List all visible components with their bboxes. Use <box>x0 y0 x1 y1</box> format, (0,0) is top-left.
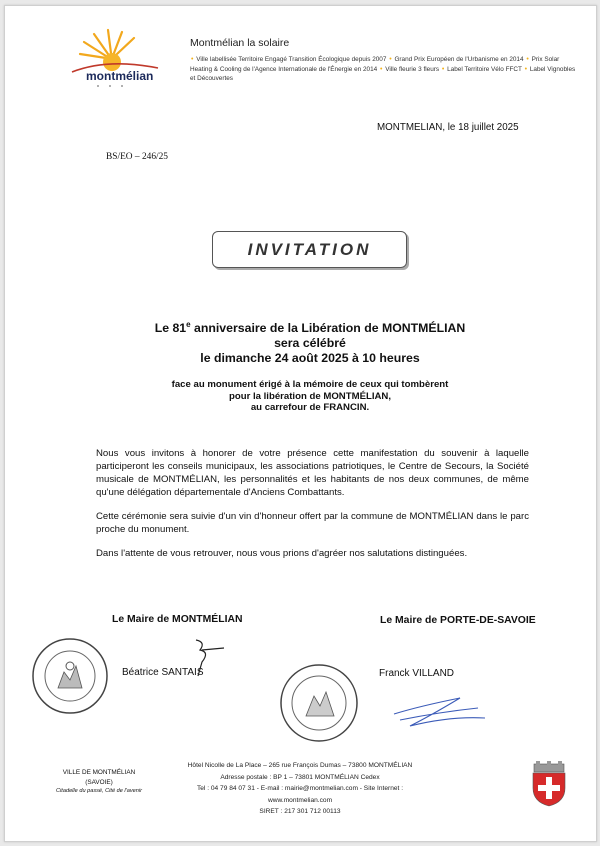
body-paragraph: Cette cérémonie sera suivie d'un vin d'honneur offert par la commune de MONTMÉLIAN dans le parc proche du monument. <box>96 511 529 535</box>
footer-motto: Citadelle du passé, Cité de l'avenir <box>56 788 142 794</box>
right-signatory-title: Le Maire de PORTE-DE-SAVOIE <box>380 615 536 626</box>
footer-address <box>170 760 430 818</box>
invitation-banner <box>212 231 407 268</box>
logo-wordmark: montmélian <box>86 69 154 83</box>
letter-body <box>96 447 529 571</box>
label-item: Label Territoire Vélo FFCT <box>447 65 522 73</box>
footer-city-block <box>54 768 144 797</box>
label-item: Ville fleurie 3 fleurs <box>385 65 440 73</box>
footer-siret: SIRET : 217 301 712 00113 <box>259 808 341 815</box>
body-paragraph: Dans l'attente de vous retrouver, nous vous prions d'agréer nos salutations distinguées. <box>96 548 468 559</box>
porte-de-savoie-stamp <box>278 662 360 744</box>
footer-postal: Adresse postale : BP 1 – 73801 MONTMÉLIAN Cedex <box>220 773 380 781</box>
footer-department: (SAVOIE) <box>85 778 113 786</box>
right-signatory-name: Franck VILLAND <box>379 668 455 679</box>
montmelian-stamp <box>30 636 110 716</box>
title-line-3: le dimanche 24 août 2025 à 10 heures <box>200 350 420 365</box>
footer-hotel: Hôtel Nicolle de La Place – 265 rue François Dumas – 73800 MONTMÉLIAN <box>187 762 413 769</box>
event-title <box>100 318 520 365</box>
body-paragraph: Nous vous invitons à honorer de votre présence cette manifestation du souvenir à laquelle participeront les conseils municipaux, les associations patriotiques, le Centre de Secours, la Société musicale de MONTMÉLIAN, les personnalités et les habitants de nos deux communes, de même qu'une délégation départementale d'Anciens Combattants. <box>96 448 529 498</box>
handwritten-signature-right <box>390 686 490 736</box>
left-signatory-title: Le Maire de MONTMÉLIAN <box>112 614 243 625</box>
event-location <box>130 379 490 414</box>
title-line-2: sera célébré <box>274 335 346 350</box>
location-line-2: pour la libération de MONTMÉLIAN, <box>228 390 392 402</box>
label-item: Label Vignobles et Découvertes <box>190 65 576 83</box>
footer-city: VILLE DE MONTMÉLIAN <box>62 769 136 776</box>
montmelian-logo <box>68 28 168 90</box>
handwritten-signature-left <box>190 636 230 680</box>
label-item: Grand Prix Européen de l'Urbanisme en 2014 <box>394 56 524 63</box>
location-line-3: au carrefour de FRANCIN. <box>250 402 370 413</box>
city-labels: • Ville labellisée Territoire Engagé Transition Écologique depuis 2007 • Grand Prix Européen de l'Urbanisme en 2014 • Prix Solar Heating & Cooling de l'Agence Internationale de l'Énergie en 2014 • Ville fleurie 3 fleurs • Label Territoire Vélo FFCT • Label Vignobles et Découvertes <box>190 56 576 83</box>
reference-number: BS/EO – 246/25 <box>106 152 168 162</box>
footer-contact: Tel : 04 79 84 07 31 - E-mail : mairie@montmelian.com - Site Internet : www.montmelian.com <box>196 785 404 804</box>
left-signatory-name: Béatrice SANTAIS <box>122 667 204 678</box>
invitation-heading: INVITATION <box>247 239 372 259</box>
location-line-1: face au monument érigé à la mémoire de ceux qui tombèrent <box>171 379 449 390</box>
coat-of-arms-icon <box>528 760 570 808</box>
label-item: Ville labellisée Territoire Engagé Transition Écologique depuis 2007 <box>196 56 387 63</box>
title-line-1: Le 81e anniversaire de la Libération de MONTMÉLIAN <box>154 320 466 336</box>
label-item: Prix Solar Heating & Cooling de l'Agence Internationale de l'Énergie en 2014 <box>190 56 560 73</box>
dateline: MONTMELIAN, le 18 juillet 2025 <box>377 122 519 133</box>
brand-name: Montmélian la solaire <box>190 37 290 49</box>
